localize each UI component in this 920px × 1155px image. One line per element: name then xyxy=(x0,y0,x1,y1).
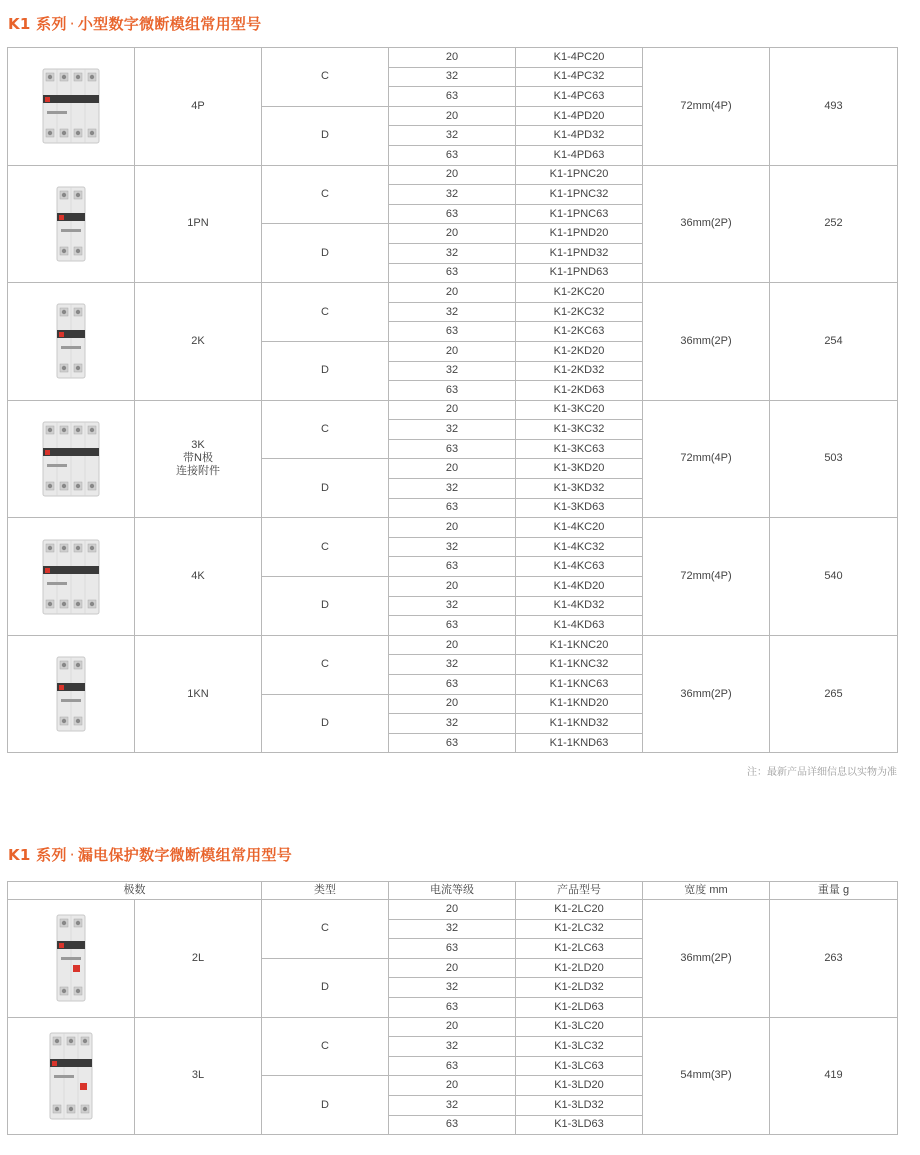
current-cell: 20 xyxy=(389,165,516,185)
pole-label: 1PN xyxy=(187,217,209,230)
model-cell: K1-4PC20 xyxy=(516,48,643,68)
current-cell: 20 xyxy=(389,1017,516,1037)
model-cell: K1-4PD20 xyxy=(516,106,643,126)
width-cell: 54mm(3P) xyxy=(643,1017,770,1135)
disclaimer-note: 注：最新产品详细信息以实物为准 xyxy=(747,767,897,778)
current-cell: 20 xyxy=(389,400,516,420)
section1-title xyxy=(8,13,261,34)
type-cell: D xyxy=(262,459,389,518)
section2-title-main: K1 系列 xyxy=(8,846,67,864)
header-width: 宽度 mm xyxy=(643,882,770,900)
width-cell: 36mm(2P) xyxy=(643,635,770,753)
model-cell: K1-2KD32 xyxy=(516,361,643,381)
pole-label: 3K xyxy=(191,439,205,452)
model-cell: K1-4KC20 xyxy=(516,518,643,538)
model-cell: K1-3LD32 xyxy=(516,1095,643,1115)
model-cell: K1-3LD63 xyxy=(516,1115,643,1135)
type-cell: C xyxy=(262,900,389,959)
type-cell: C xyxy=(262,518,389,577)
type-cell: C xyxy=(262,48,389,107)
model-cell: K1-3LC32 xyxy=(516,1037,643,1057)
current-cell: 63 xyxy=(389,1056,516,1076)
model-cell: K1-2KC20 xyxy=(516,283,643,303)
table-row xyxy=(8,283,898,303)
table-row xyxy=(8,900,898,920)
table-row xyxy=(8,518,898,538)
model-cell: K1-1KND32 xyxy=(516,714,643,734)
pole-label: 连接附件 xyxy=(176,465,220,478)
breaker-product-image xyxy=(55,913,87,1003)
width-cell: 72mm(4P) xyxy=(643,518,770,636)
current-cell: 32 xyxy=(389,67,516,87)
model-cell: K1-1KNC20 xyxy=(516,635,643,655)
pole-cell xyxy=(135,400,262,518)
pole-cell xyxy=(135,635,262,753)
current-cell: 63 xyxy=(389,675,516,695)
model-cell: K1-2LC20 xyxy=(516,900,643,920)
model-cell: K1-2KC32 xyxy=(516,302,643,322)
spec-table-1 xyxy=(7,47,898,753)
model-cell: K1-3KD63 xyxy=(516,498,643,518)
width-cell: 72mm(4P) xyxy=(643,400,770,518)
pole-cell xyxy=(135,1017,262,1135)
breaker-product-image xyxy=(41,67,101,145)
model-cell: K1-2KD20 xyxy=(516,341,643,361)
model-cell: K1-3KD32 xyxy=(516,479,643,499)
breaker-product-image xyxy=(41,420,101,498)
type-cell: C xyxy=(262,1017,389,1076)
section1-title-sep: · xyxy=(69,15,75,33)
model-cell: K1-2LC32 xyxy=(516,919,643,939)
current-cell: 63 xyxy=(389,263,516,283)
type-cell: C xyxy=(262,283,389,342)
pole-label: 4P xyxy=(191,99,205,112)
current-cell: 20 xyxy=(389,900,516,920)
current-cell: 63 xyxy=(389,997,516,1017)
header-current: 电流等级 xyxy=(389,882,516,900)
section2-title-sub: 漏电保护数字微断模组常用型号 xyxy=(77,846,293,864)
model-cell: K1-3KD20 xyxy=(516,459,643,479)
table-row xyxy=(8,1017,898,1037)
header-row xyxy=(8,882,898,900)
product-image-cell xyxy=(8,165,135,283)
breaker-product-image xyxy=(55,185,87,263)
current-cell: 32 xyxy=(389,420,516,440)
table-row xyxy=(8,400,898,420)
header-weight: 重量 g xyxy=(770,882,898,900)
type-cell: D xyxy=(262,1076,389,1135)
model-cell: K1-1PNC20 xyxy=(516,165,643,185)
type-cell: D xyxy=(262,577,389,636)
current-cell: 32 xyxy=(389,919,516,939)
type-cell: D xyxy=(262,694,389,753)
current-cell: 32 xyxy=(389,978,516,998)
pole-label: 4K xyxy=(191,570,205,583)
current-cell: 32 xyxy=(389,1095,516,1115)
model-cell: K1-2KD63 xyxy=(516,381,643,401)
current-cell: 20 xyxy=(389,48,516,68)
width-cell: 36mm(2P) xyxy=(643,283,770,401)
current-cell: 32 xyxy=(389,479,516,499)
header-model: 产品型号 xyxy=(516,882,643,900)
current-cell: 32 xyxy=(389,596,516,616)
weight-cell: 252 xyxy=(770,165,898,283)
breaker-product-image xyxy=(55,302,87,380)
weight-cell: 419 xyxy=(770,1017,898,1135)
model-cell: K1-3KC32 xyxy=(516,420,643,440)
type-cell: C xyxy=(262,635,389,694)
type-cell: C xyxy=(262,400,389,459)
model-cell: K1-1PND63 xyxy=(516,263,643,283)
current-cell: 63 xyxy=(389,439,516,459)
width-cell: 36mm(2P) xyxy=(643,165,770,283)
model-cell: K1-4KD63 xyxy=(516,616,643,636)
weight-cell: 265 xyxy=(770,635,898,753)
current-cell: 20 xyxy=(389,518,516,538)
pole-label: 3L xyxy=(191,1069,205,1082)
weight-cell: 254 xyxy=(770,283,898,401)
current-cell: 63 xyxy=(389,939,516,959)
width-cell: 72mm(4P) xyxy=(643,48,770,166)
pole-label: 2K xyxy=(191,334,205,347)
current-cell: 32 xyxy=(389,302,516,322)
model-cell: K1-4KD32 xyxy=(516,596,643,616)
pole-cell xyxy=(135,283,262,401)
spec-table-2 xyxy=(7,881,898,1135)
model-cell: K1-2LD20 xyxy=(516,958,643,978)
current-cell: 20 xyxy=(389,224,516,244)
section2-title-sep: · xyxy=(69,846,75,864)
type-cell: D xyxy=(262,341,389,400)
model-cell: K1-1KNC32 xyxy=(516,655,643,675)
weight-cell: 540 xyxy=(770,518,898,636)
current-cell: 63 xyxy=(389,557,516,577)
model-cell: K1-2KC63 xyxy=(516,322,643,342)
current-cell: 20 xyxy=(389,635,516,655)
model-cell: K1-2LD63 xyxy=(516,997,643,1017)
current-cell: 20 xyxy=(389,958,516,978)
type-cell: D xyxy=(262,224,389,283)
current-cell: 63 xyxy=(389,381,516,401)
current-cell: 20 xyxy=(389,341,516,361)
weight-cell: 263 xyxy=(770,900,898,1018)
current-cell: 63 xyxy=(389,1115,516,1135)
breaker-product-image xyxy=(48,1031,94,1121)
current-cell: 20 xyxy=(389,1076,516,1096)
table-row xyxy=(8,165,898,185)
current-cell: 20 xyxy=(389,283,516,303)
model-cell: K1-1PND20 xyxy=(516,224,643,244)
pole-label: 带N极 xyxy=(183,452,213,465)
model-cell: K1-1KNC63 xyxy=(516,675,643,695)
current-cell: 32 xyxy=(389,243,516,263)
product-image-cell xyxy=(8,518,135,636)
type-cell: C xyxy=(262,165,389,224)
model-cell: K1-1KND63 xyxy=(516,733,643,753)
current-cell: 32 xyxy=(389,1037,516,1057)
current-cell: 32 xyxy=(389,361,516,381)
table-row xyxy=(8,635,898,655)
current-cell: 63 xyxy=(389,616,516,636)
current-cell: 32 xyxy=(389,185,516,205)
product-image-cell xyxy=(8,900,135,1018)
pole-cell xyxy=(135,518,262,636)
current-cell: 32 xyxy=(389,126,516,146)
type-cell: D xyxy=(262,106,389,165)
width-cell: 36mm(2P) xyxy=(643,900,770,1018)
current-cell: 32 xyxy=(389,655,516,675)
model-cell: K1-3LC63 xyxy=(516,1056,643,1076)
current-cell: 63 xyxy=(389,204,516,224)
product-image-cell xyxy=(8,283,135,401)
product-image-cell xyxy=(8,1017,135,1135)
current-cell: 32 xyxy=(389,714,516,734)
product-image-cell xyxy=(8,635,135,753)
breaker-product-image xyxy=(55,655,87,733)
model-cell: K1-3LD20 xyxy=(516,1076,643,1096)
model-cell: K1-4PC32 xyxy=(516,67,643,87)
current-cell: 20 xyxy=(389,459,516,479)
product-image-cell xyxy=(8,48,135,166)
model-cell: K1-4PC63 xyxy=(516,87,643,107)
section1-title-main: K1 系列 xyxy=(8,15,67,33)
current-cell: 20 xyxy=(389,106,516,126)
section2-title xyxy=(8,844,292,865)
model-cell: K1-3KC63 xyxy=(516,439,643,459)
weight-cell: 503 xyxy=(770,400,898,518)
model-cell: K1-1PNC32 xyxy=(516,185,643,205)
model-cell: K1-4PD63 xyxy=(516,145,643,165)
header-type: 类型 xyxy=(262,882,389,900)
table-row xyxy=(8,48,898,68)
current-cell: 63 xyxy=(389,733,516,753)
model-cell: K1-3LC20 xyxy=(516,1017,643,1037)
current-cell: 63 xyxy=(389,87,516,107)
current-cell: 63 xyxy=(389,145,516,165)
product-image-cell xyxy=(8,400,135,518)
breaker-product-image xyxy=(41,538,101,616)
type-cell: D xyxy=(262,958,389,1017)
current-cell: 20 xyxy=(389,577,516,597)
model-cell: K1-2LD32 xyxy=(516,978,643,998)
current-cell: 63 xyxy=(389,322,516,342)
pole-cell xyxy=(135,165,262,283)
current-cell: 63 xyxy=(389,498,516,518)
current-cell: 20 xyxy=(389,694,516,714)
section1-title-sub: 小型数字微断模组常用型号 xyxy=(77,15,262,33)
current-cell: 32 xyxy=(389,537,516,557)
weight-cell: 493 xyxy=(770,48,898,166)
model-cell: K1-1PND32 xyxy=(516,243,643,263)
header-poles: 极数 xyxy=(8,882,262,900)
pole-label: 2L xyxy=(191,951,205,964)
pole-cell xyxy=(135,900,262,1018)
model-cell: K1-2LC63 xyxy=(516,939,643,959)
model-cell: K1-3KC20 xyxy=(516,400,643,420)
model-cell: K1-1PNC63 xyxy=(516,204,643,224)
model-cell: K1-4PD32 xyxy=(516,126,643,146)
model-cell: K1-4KC63 xyxy=(516,557,643,577)
pole-label: 1KN xyxy=(187,687,209,700)
pole-cell xyxy=(135,48,262,166)
model-cell: K1-1KND20 xyxy=(516,694,643,714)
model-cell: K1-4KD20 xyxy=(516,577,643,597)
model-cell: K1-4KC32 xyxy=(516,537,643,557)
